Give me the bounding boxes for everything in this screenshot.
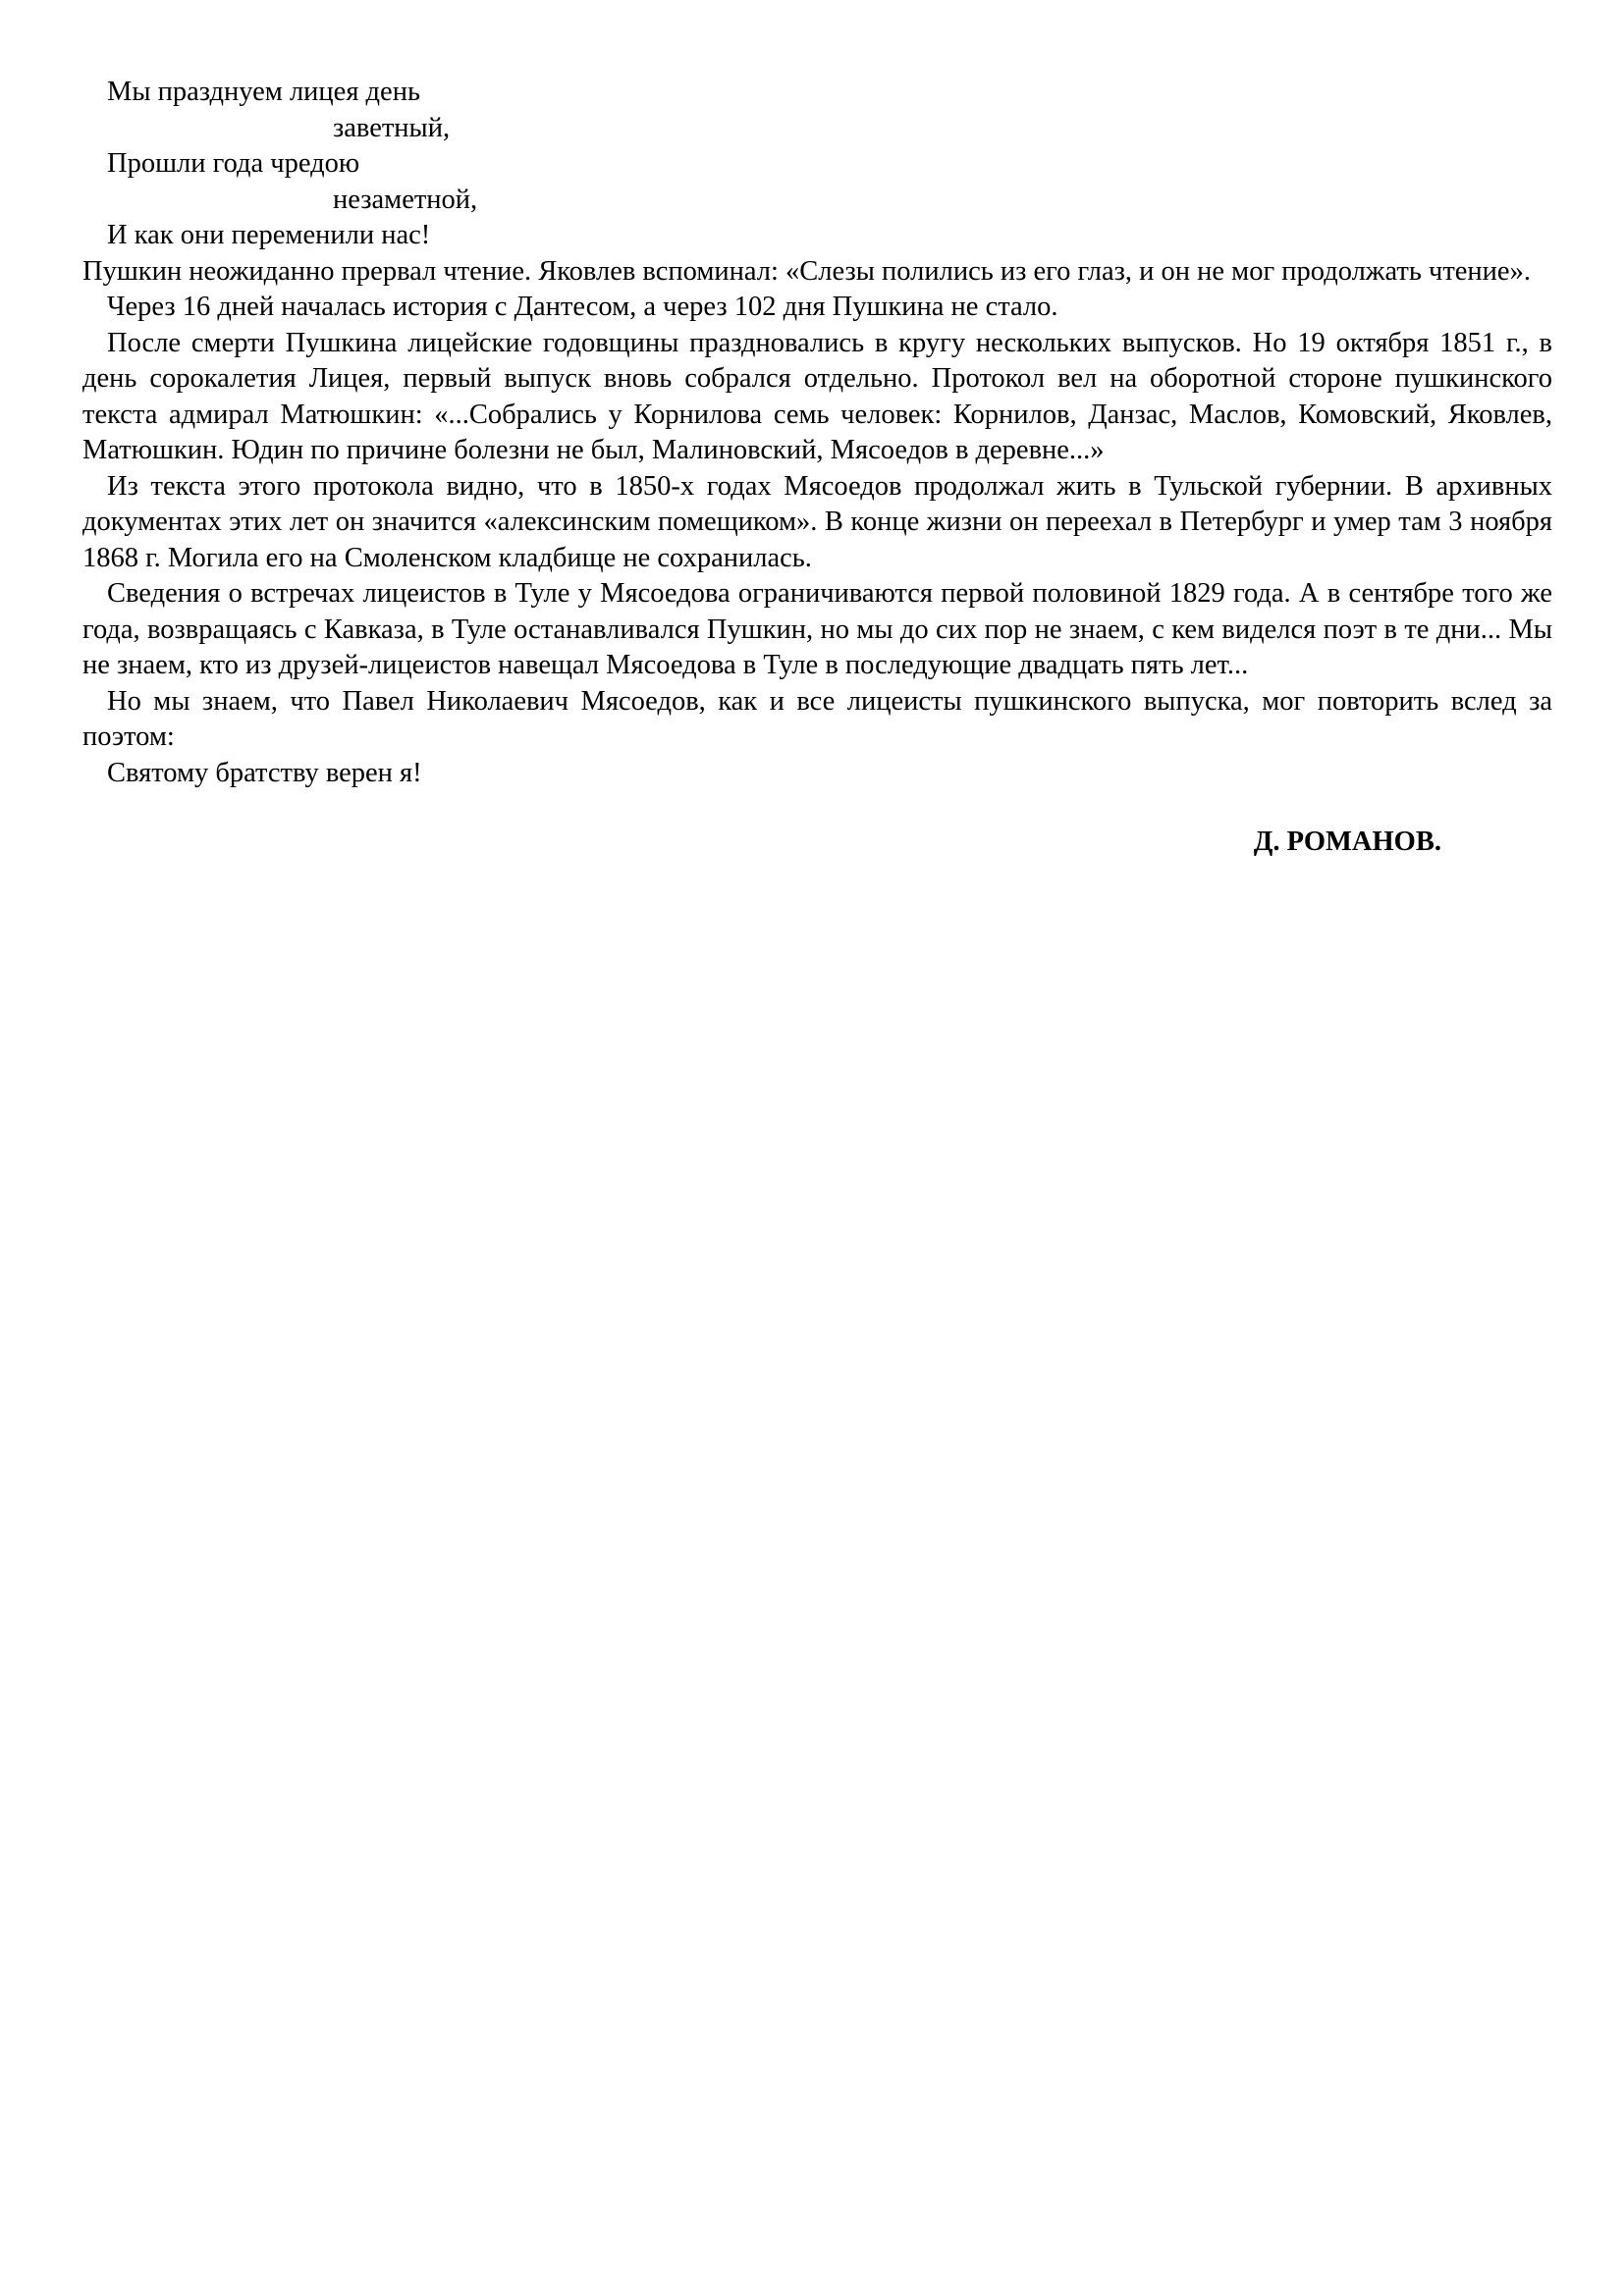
paragraph: Из текста этого протокола видно, что в 1850-х годах Мясоедов продолжал жить в Тульской губернии. В архивных документах этих лет он значится «алексинским помещиком». В конце жизни он переехал в Петербург и умер там 3 ноября 1868 г. Могила его на Смоленском кладбище не сохранилась. (82, 470, 1552, 573)
poem-quote (82, 75, 1552, 254)
poem-line: Мы празднуем лицея день (107, 77, 420, 107)
paragraph: После смерти Пушкина лицейские годовщины праздновались в кругу нескольких выпусков. Но 19 октября 1851 г., в день сорокалетия Лицея, первый выпуск вновь собрался отдельно. Протокол вел на оборотной стороне пушкинского текста адмирал Матюшкин: «...Собрались у Корнилова семь человек: Корнилов, Данзас, Маслов, Комовский, Яковлев, Матюшкин. Юдин по причине болезни не был, Малиновский, Мясоедов в деревне...» (82, 327, 1552, 465)
poem-line: заветный, (333, 112, 451, 143)
article-body (82, 75, 1552, 861)
poem-line: незаметной, (333, 184, 478, 215)
paragraph: Но мы знаем, что Павел Николаевич Мясоедов, как и все лицеисты пушкинского выпуска, мог повторить вслед за поэтом: (82, 685, 1552, 752)
closing-quote-line: Святому братству верен я! (107, 757, 422, 788)
paragraph: Пушкин неожиданно прервал чтение. Яковлев вспоминал: «Слезы полились из его глаз, и он не мог продолжать чтение». (82, 255, 1531, 287)
author-signature: Д. РОМАНОВ. (1253, 827, 1441, 857)
poem-line: Прошли года чредою (107, 148, 360, 179)
paragraph: Сведения о встречах лицеистов в Туле у Мясоедова ограничиваются первой половиной 1829 года. А в сентябре того же года, возвращаясь с Кавказа, в Туле останавливался Пушкин, но мы до сих пор не знаем, с кем виделся поэт в те дни... Мы не знаем, кто из друзей-лицеистов навещал Мясоедова в Туле в последующие двадцать пять лет... (82, 578, 1552, 680)
paragraph: Через 16 дней началась история с Дантесом, а через 102 дня Пушкина не стало. (107, 292, 1058, 322)
poem-line: И как они переменили нас! (107, 220, 431, 250)
